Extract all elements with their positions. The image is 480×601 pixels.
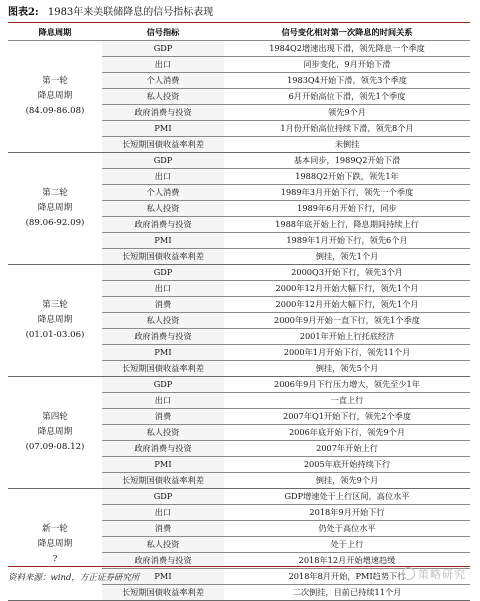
period-line: 降息周期 [37,203,73,213]
indicator-cell: 消费 [102,297,224,313]
table-row [8,153,470,169]
relation-cell: 1988年底开始上行，降息期间持续上行 [224,217,470,233]
signal-indicator-table [8,24,470,601]
indicator-cell: 长短期国债收益率利差 [102,473,224,489]
relation-cell: 6月开始高位下滑，领先1个季度 [224,89,470,105]
period-cell [8,489,102,601]
indicator-cell: 消费 [102,409,224,425]
indicator-cell: 长短期国债收益率利差 [102,137,224,153]
period-cell [8,377,102,489]
relation-cell: 2005年底开始持续下行 [224,457,470,473]
relation-cell: 2006年底开始下行，领先9个月 [224,425,470,441]
relation-cell: 2007年开始上行 [224,441,470,457]
relation-cell: 1983Q4开始下滑，领先3个季度 [224,73,470,89]
relation-cell: 1989年3月开始下行，领先一个季度 [224,185,470,201]
period-line: (89.06-92.09) [25,218,85,228]
source-note: 资料来源：wind，方正证券研究所 [8,573,140,583]
relation-cell: 2007年Q1开始下行，领先2个季度 [224,409,470,425]
indicator-cell: 政府消费与投资 [102,553,224,569]
relation-cell: 2018年12月开始增速趋缓 [224,553,470,569]
period-line: (01.01-03.06) [25,330,85,340]
table-row [8,41,470,57]
table-row [8,377,470,393]
relation-cell: 未倒挂 [224,137,470,153]
relation-cell: GDP增速处于上行区间，高位水平 [224,489,470,505]
relation-cell: 1984Q2增速出现下滑，领先降息一个季度 [224,41,470,57]
relation-cell: 仍处于高位水平 [224,521,470,537]
indicator-cell: 私人投资 [102,89,224,105]
figure-title: 1983年来美联储降息的信号指标表现 [47,7,214,18]
indicator-cell: 个人消费 [102,73,224,89]
period-line: 第二轮 [42,188,68,198]
table-row [8,489,470,505]
relation-cell: 2018年8月开始，PMI趋势下行 [224,569,470,585]
indicator-cell: 私人投资 [102,425,224,441]
indicator-cell: 个人消费 [102,185,224,201]
relation-cell: 1989年6月开始下行，同步 [224,201,470,217]
header-row [8,24,470,41]
period-line: 降息周期 [37,427,73,437]
indicator-cell: PMI [102,457,224,473]
relation-cell: 一直上行 [224,393,470,409]
indicator-cell: 消费 [102,521,224,537]
indicator-cell: 私人投资 [102,313,224,329]
indicator-cell: 政府消费与投资 [102,105,224,121]
relation-cell: 2000年12月开始大幅下行，领先1个月 [224,281,470,297]
period-line: 降息周期 [37,91,73,101]
relation-cell: 同步变化，9月开始下滑 [224,57,470,73]
indicator-cell: 长短期国债收益率利差 [102,361,224,377]
header-indicator: 信号指标 [102,24,224,41]
relation-cell: 1月份开始高位持续下滑，领先8个月 [224,121,470,137]
table-row [8,265,470,281]
wechat-icon [402,567,415,580]
period-cell [8,153,102,265]
period-cell [8,41,102,153]
indicator-cell: 出口 [102,393,224,409]
indicator-cell: 长短期国债收益率利差 [102,585,224,601]
relation-cell: 二次倒挂，目前已持续11个月 [224,585,470,601]
relation-cell: 2018年9月开始下行 [224,505,470,521]
indicator-cell: 政府消费与投资 [102,329,224,345]
period-line: 第四轮 [42,412,68,422]
figure-caption [8,5,470,21]
relation-cell: 处于上行 [224,537,470,553]
top-rule [8,22,470,23]
header-period: 降息周期 [8,24,102,41]
indicator-cell: PMI [102,233,224,249]
indicator-cell: PMI [102,345,224,361]
period-line: (07.09-08.12) [25,442,85,452]
watermark [402,566,466,582]
indicator-cell: 出口 [102,505,224,521]
indicator-cell: GDP [102,41,224,57]
indicator-cell: PMI [102,121,224,137]
indicator-cell: 政府消费与投资 [102,217,224,233]
relation-cell: 倒挂，领先1个月 [224,249,470,265]
indicator-cell: 私人投资 [102,201,224,217]
table-body [8,41,470,601]
period-line: 第三轮 [42,300,68,310]
relation-cell: 2001年开始上行托底经济 [224,329,470,345]
relation-cell: 2006年9月下行压力增大，领先至少1年 [224,377,470,393]
indicator-cell: 出口 [102,169,224,185]
period-line: ? [52,554,58,564]
period-line: 降息周期 [37,315,73,325]
relation-cell: 领先9个月 [224,105,470,121]
period-line: 第一轮 [42,76,68,86]
period-line: 降息周期 [37,539,73,549]
relation-cell: 1988Q2开始下跌，领先1年 [224,169,470,185]
relation-cell: 倒挂，领先9个月 [224,473,470,489]
period-cell [8,265,102,377]
header-relation: 信号变化相对第一次降息的时间关系 [224,24,470,41]
indicator-cell: 私人投资 [102,537,224,553]
relation-cell: 2000年12月开始大幅下行，领先1个月 [224,297,470,313]
relation-cell: 2000年9月开始一直下行，领先1个季度 [224,313,470,329]
period-line: 新一轮 [42,524,68,534]
indicator-cell: PMI [102,569,224,585]
indicator-cell: 出口 [102,281,224,297]
indicator-cell: GDP [102,489,224,505]
figure-label: 图表2: [8,7,39,18]
relation-cell: 2000年1月开始下行，领先11个月 [224,345,470,361]
relation-cell: 倒挂，领先5个月 [224,361,470,377]
indicator-cell: 长短期国债收益率利差 [102,249,224,265]
indicator-cell: GDP [102,265,224,281]
indicator-cell: 政府消费与投资 [102,441,224,457]
bottom-rule [8,566,470,567]
relation-cell: 基本同步，1989Q2开始下滑 [224,153,470,169]
period-line: (84.09-86.08) [25,106,85,116]
indicator-cell: 出口 [102,57,224,73]
watermark-text: 策略研究 [418,568,466,581]
relation-cell: 2000Q3开始下行，领先3个月 [224,265,470,281]
indicator-cell: GDP [102,377,224,393]
indicator-cell: GDP [102,153,224,169]
relation-cell: 1989年1月开始下行，领先6个月 [224,233,470,249]
